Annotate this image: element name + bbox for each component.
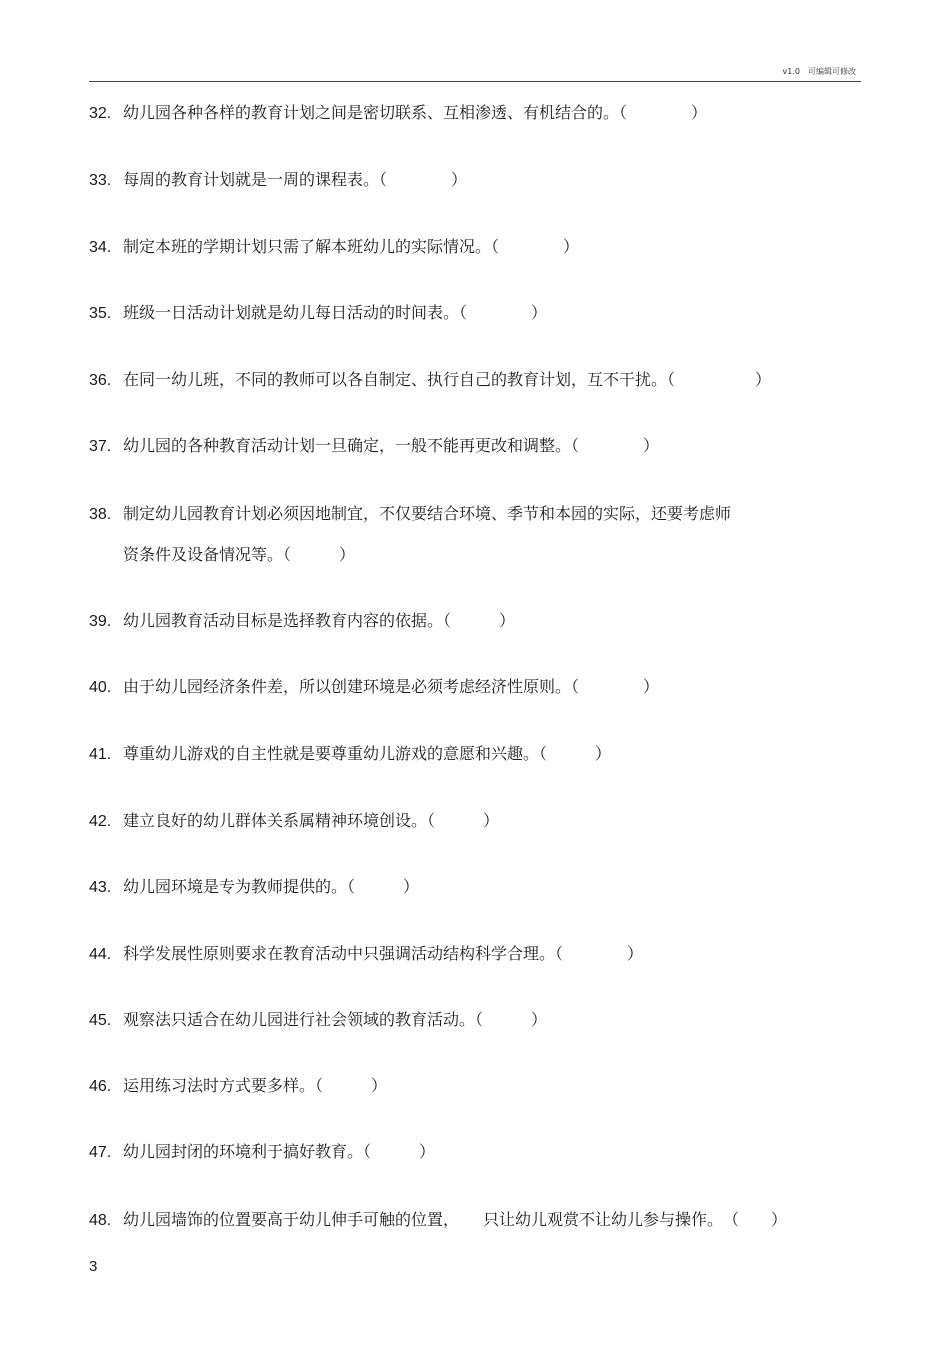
question-number: 45. [89, 1012, 112, 1029]
question-text: 幼儿园教育活动目标是选择教育内容的依据。（ ） [123, 611, 516, 630]
question-35 [89, 303, 547, 324]
question-42 [89, 811, 499, 832]
question-text: 每周的教育计划就是一周的课程表。（ ） [123, 170, 468, 189]
question-38 [89, 504, 731, 525]
question-number: 37. [89, 438, 112, 455]
question-number: 33. [89, 172, 112, 189]
question-43 [89, 877, 419, 898]
question-text: 制定本班的学期计划只需了解本班幼儿的实际情况。（ ） [123, 237, 580, 256]
question-44 [89, 944, 643, 965]
question-33 [89, 170, 467, 191]
question-text: 制定幼儿园教育计划必须因地制宜，不仅要结合环境、季节和本园的实际，还要考虑师 [123, 504, 732, 523]
header-version-note: v1.0 可编辑可修改 [782, 67, 856, 76]
question-text: 观察法只适合在幼儿园进行社会领域的教育活动。（ ） [123, 1010, 548, 1029]
question-36 [89, 370, 771, 391]
question-48 [89, 1210, 787, 1231]
page-number: 3 [89, 1258, 98, 1275]
question-32 [89, 103, 707, 124]
question-text: 尊重幼儿游戏的自主性就是要尊重幼儿游戏的意愿和兴趣。（ ） [123, 744, 612, 763]
question-text: 在同一幼儿班，不同的教师可以各自制定、执行自己的教育计划，互不干扰。（ ） [123, 370, 772, 389]
question-number: 41. [89, 746, 112, 763]
question-number: 47. [89, 1144, 112, 1161]
question-number: 40. [89, 679, 112, 696]
question-text: 幼儿园封闭的环境利于搞好教育。（ ） [123, 1142, 436, 1161]
question-38-continuation: 资条件及设备情况等。（ ） [123, 545, 356, 564]
question-number: 35. [89, 305, 112, 322]
question-47 [89, 1142, 435, 1163]
question-text: 运用练习法时方式要多样。（ ） [123, 1076, 388, 1095]
question-number: 44. [89, 946, 112, 963]
question-39 [89, 611, 515, 632]
question-41 [89, 744, 611, 765]
question-number: 38. [89, 506, 112, 523]
question-text: 建立良好的幼儿群体关系属精神环境创设。（ ） [123, 811, 500, 830]
question-number: 36. [89, 372, 112, 389]
header-divider [89, 81, 861, 82]
question-text: 由于幼儿园经济条件差，所以创建环境是必须考虑经济性原则。（ ） [123, 677, 660, 696]
question-37 [89, 436, 659, 457]
question-34 [89, 237, 579, 258]
question-text: 班级一日活动计划就是幼儿每日活动的时间表。（ ） [123, 303, 548, 322]
question-number: 42. [89, 813, 112, 830]
question-number: 46. [89, 1078, 112, 1095]
question-text: 幼儿园各种各样的教育计划之间是密切联系、互相渗透、有机结合的。（ ） [123, 103, 708, 122]
question-number: 34. [89, 239, 112, 256]
question-46 [89, 1076, 387, 1097]
question-40 [89, 677, 659, 698]
question-45 [89, 1010, 547, 1031]
question-text: 科学发展性原则要求在教育活动中只强调活动结构科学合理。（ ） [123, 944, 644, 963]
question-text: 幼儿园环境是专为教师提供的。（ ） [123, 877, 420, 896]
question-number: 43. [89, 879, 112, 896]
question-number: 32. [89, 105, 112, 122]
question-number: 39. [89, 613, 112, 630]
question-text: 幼儿园的各种教育活动计划一旦确定，一般不能再更改和调整。（ ） [123, 436, 660, 455]
question-text: 幼儿园墙饰的位置要高于幼儿伸手可触的位置， 只让幼儿观赏不让幼儿参与操作。 （ ） [123, 1210, 788, 1229]
question-number: 48. [89, 1212, 112, 1229]
